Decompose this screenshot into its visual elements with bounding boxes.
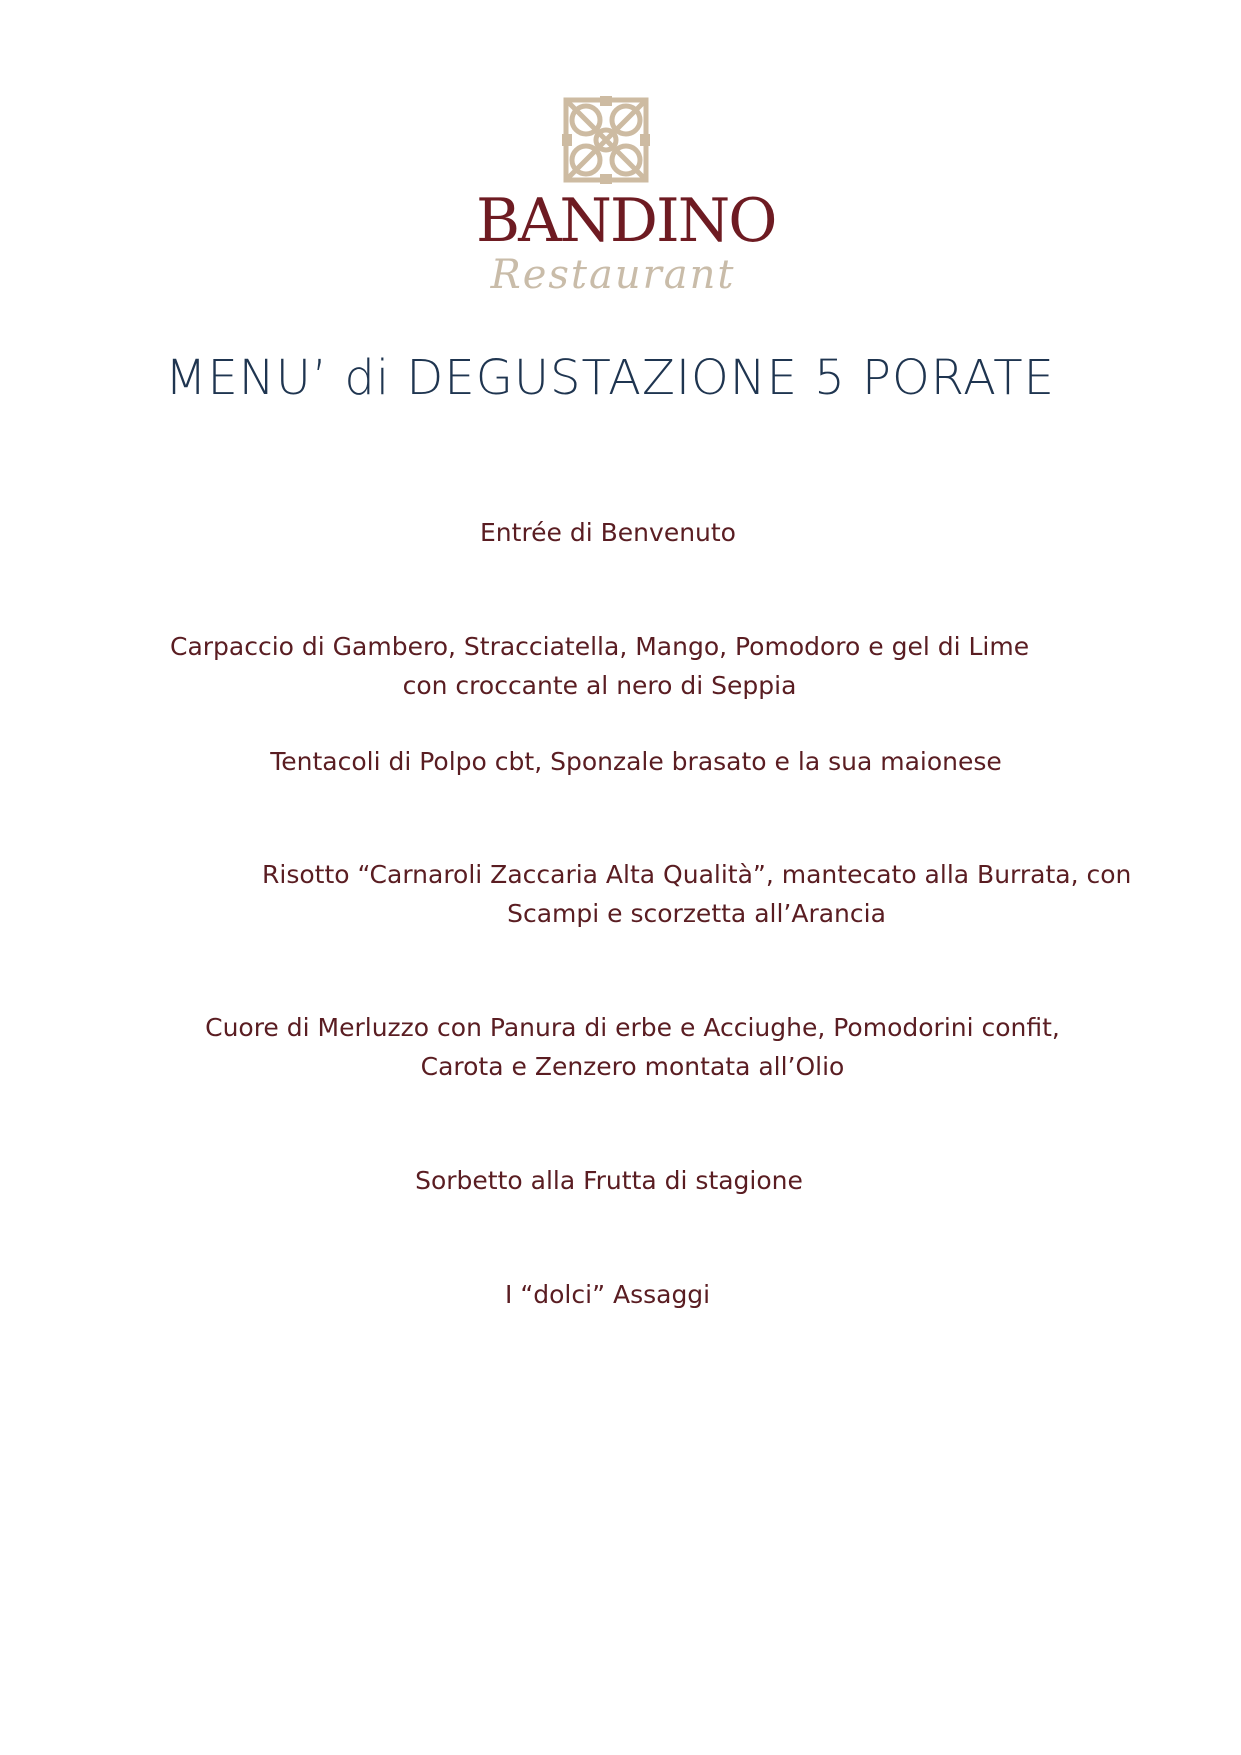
course-item [205,1008,1060,1086]
menu-title: MENU’ di DEGUSTAZIONE 5 PORATE [165,350,1055,406]
course-line: Sorbetto alla Frutta di stagione [415,1166,803,1195]
course-line: Carpaccio di Gambero, Stracciatella, Mango, Pomodoro e gel di Lime [170,632,1030,661]
logo-emblem-icon [562,96,650,184]
course-item [480,513,736,552]
restaurant-logo [476,96,776,298]
course-line: Cuore di Merluzzo con Panura di erbe e Acciughe, Pomodorini confit, [205,1013,1060,1042]
course-item [262,855,1131,933]
course-line: Risotto “Carnaroli Zaccaria Alta Qualità”, mantecato alla Burrata, con [262,860,1132,889]
course-line: con croccante al nero di Seppia [402,671,797,700]
course-item [170,627,1029,705]
course-line: Tentacoli di Polpo cbt, Sponzale brasato e la sua maionese [270,747,1002,776]
brand-subtitle-text: Restaurant [490,252,736,298]
course-line: Scampi e scorzetta all’Arancia [507,899,886,928]
brand-subtitle-script [478,246,748,306]
course-item [505,1275,710,1314]
course-line: Entrée di Benvenuto [480,518,736,547]
course-line: Carota e Zenzero montata all’Olio [420,1052,845,1081]
course-item [270,742,1002,781]
brand-name: BANDINO [476,186,776,256]
course-item [415,1161,803,1200]
course-line: I “dolci” Assaggi [505,1280,711,1309]
